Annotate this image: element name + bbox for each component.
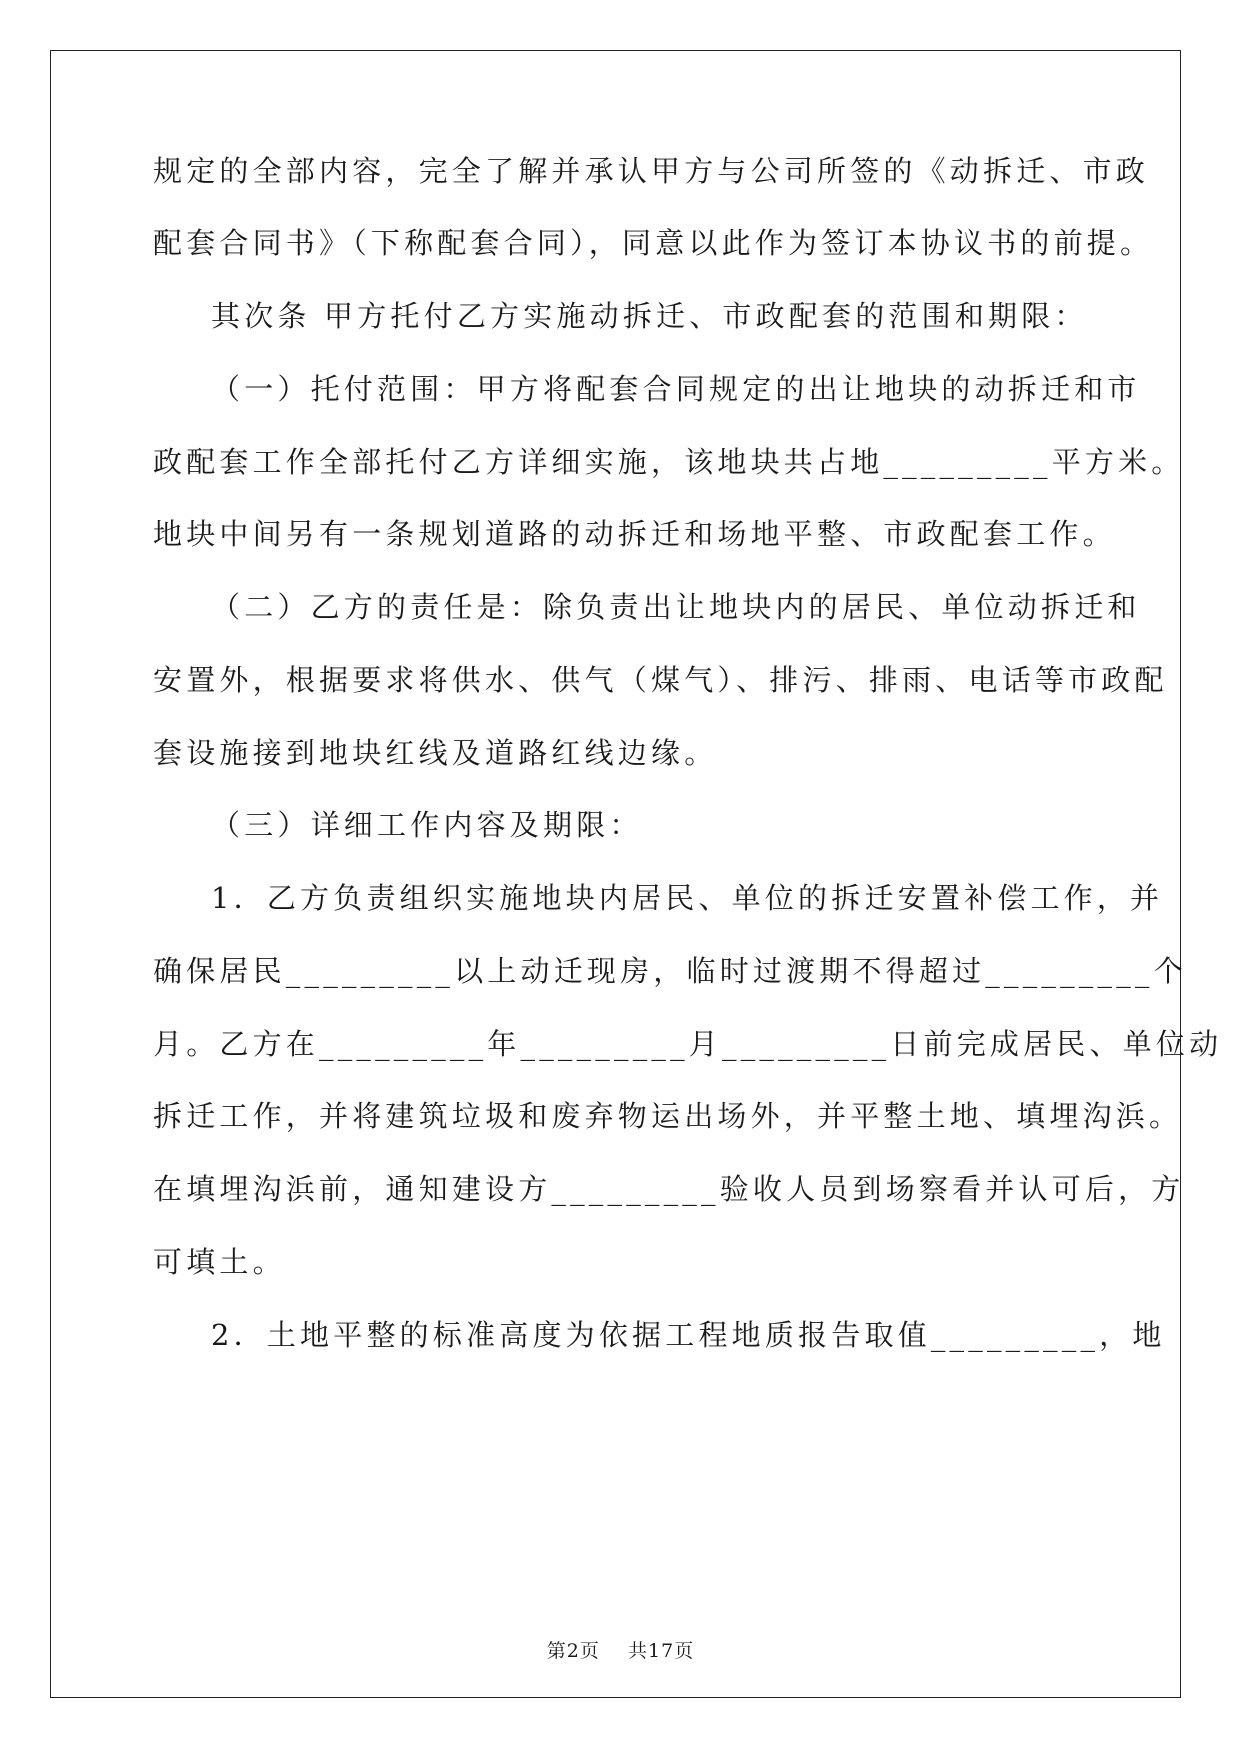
page-footer — [0, 1636, 1241, 1663]
text-line: 其次条 甲方托付乙方实施动拆迁、市政配套的范围和期限： — [211, 299, 1088, 333]
text-line: 规定的全部内容，完全了解并承认甲方与公司所签的《动拆迁、市政 — [153, 154, 1150, 188]
text-line: 2．土地平整的标准高度为依据工程地质报告取值_________，地 — [211, 1318, 1166, 1352]
text-line: 1．乙方负责组织实施地块内居民、单位的拆迁安置补偿工作，并 — [211, 881, 1164, 915]
text-line: 政配套工作全部托付乙方详细实施，该地块共占地_________平方米。 — [153, 445, 1185, 479]
text-line: 在填埋沟浜前，通知建设方_________验收人员到场察看并认可后，方 — [153, 1172, 1185, 1206]
page-number: 第2页 — [546, 1640, 600, 1662]
text-line: 拆迁工作，并将建筑垃圾和废弃物运出场外，并平整土地、填埋沟浜。 — [153, 1099, 1183, 1133]
text-line: 确保居民_________以上动迁现房，临时过渡期不得超过_________个 — [153, 954, 1187, 988]
text-line: （三）详细工作内容及期限： — [211, 808, 643, 842]
page-total: 共17页 — [628, 1640, 695, 1662]
text-line: 套设施接到地块红线及道路红线边缘。 — [153, 736, 718, 770]
text-line: 安置外，根据要求将供水、供气（煤气）、排污、排雨、电话等市政配 — [153, 663, 1168, 697]
text-line: 可填土。 — [153, 1245, 286, 1279]
text-line: （二）乙方的责任是：除负责出让地块内的居民、单位动拆迁和 — [211, 590, 1141, 624]
text-line: 地块中间另有一条规划道路的动拆迁和场地平整、市政配套工作。 — [153, 517, 1116, 551]
text-line: 配套合同书》（下称配套合同），同意以此作为签订本协议书的前提。 — [153, 226, 1154, 260]
text-line: 月。乙方在_________年_________月_________日前完成居民、单位动 — [153, 1027, 1223, 1061]
text-line: （一）托付范围：甲方将配套合同规定的出让地块的动拆迁和市 — [211, 372, 1141, 406]
